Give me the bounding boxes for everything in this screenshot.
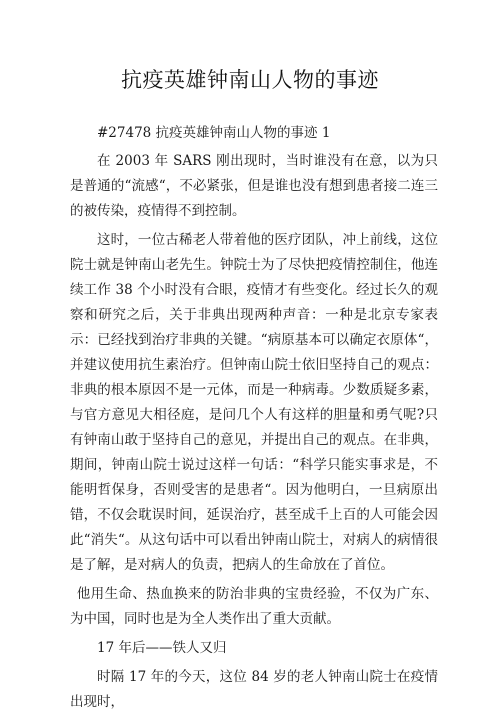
paragraph-contribution: 他用生命、热血换来的防治非典的宝贵经验，不仅为广东、为中国，同时也是为全人类作出了重大贡献。 xyxy=(70,586,438,627)
subheading-17-years-later: 17 年后——铁人又归 xyxy=(97,640,227,656)
section-heading: #27478 抗疫英雄钟南山人物的事迹 1 xyxy=(97,125,331,141)
paragraph-17-years-later: 时隔 17 年的今天，这位 84 岁的老人钟南山院士在疫情出现时， xyxy=(70,669,438,710)
paragraph-sars-intro: 在 2003 年 SARS 刚出现时，当时谁没有在意，以为只是普通的“流感“，不必紧张，但是谁也没有想到患者接二连三的被传染，疫情得不到控制。 xyxy=(70,153,438,219)
document-body xyxy=(70,121,438,715)
paragraph-zhong-nanshan: 这时，一位古稀老人带着他的医疗团队，冲上前线，这位院士就是钟南山老先生。钟院士为了尽快把疫情控制住，他连续工作 38 个小时没有合眼，疫情才有些变化。经过长久的观察和研究之后，关于非典出现两种声音：一种是北京专家表示：已经找到治疗非典的关键。“病原基本可以确定衣原体“，并建议使用抗生素治疗。但钟南山院士依旧坚持自己的观点：非典的根本原因不是一元体，而是一种病毒。少数质疑多素，与官方意见大相径庭，是问几个人有这样的胆量和勇气呢?只有钟南山敢于坚持自己的意见，并提出自己的观点。在非典，期间，钟南山院士说过这样一句话：“科学只能实事求是，不能明哲保身，否则受害的是患者“。因为他明白，一旦病原出错，不仅会耽误时间，延误治疗，甚至成千上百的人可能会因此“消失“。从这句话中可以看出钟南山院士，对病人的病情很是了解，是对病人的负责，把病人的生命放在了首位。 xyxy=(70,232,438,573)
document-title: 抗疫英雄钟南山人物的事迹 xyxy=(121,68,379,92)
